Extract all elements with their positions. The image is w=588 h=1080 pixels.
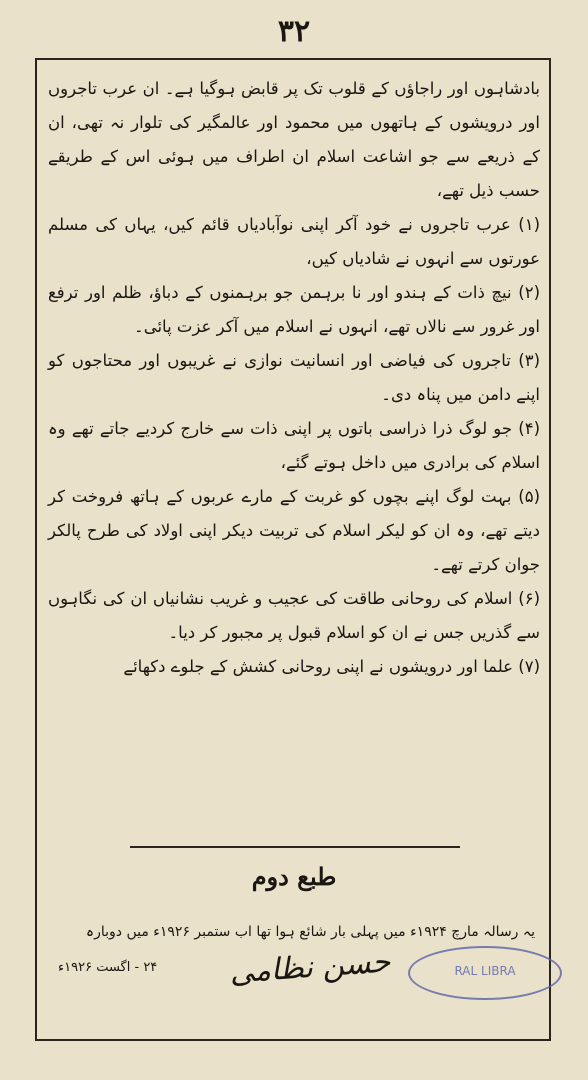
- point-5: (۵) بہت لوگ اپنے بچوں کو غربت کے مارے عربوں کے ہاتھ فروخت کر دیتے تھے، وہ ان کو لیکر اسلام کی تربیت دیکر اپنی اولاد کی طرح پالکر جوان کرتے تھے۔: [48, 487, 540, 574]
- section-divider: [130, 846, 460, 848]
- point-3: (۳) تاجروں کی فیاضی اور انسانیت نوازی نے غریبوں اور محتاجوں کو اپنے دامن میں پناہ دی۔: [48, 351, 540, 404]
- point-1: (۱) عرب تاجروں نے خود آکر اپنی نوآبادیاں قائم کیں، یہاں کی مسلم عورتوں سے انہوں نے شادیاں کیں،: [48, 215, 540, 268]
- edition-title: طبع دوم: [251, 862, 337, 891]
- point-7: (۷) علما اور درویشوں نے اپنی روحانی کشش کے جلوے دکھائے: [123, 657, 540, 676]
- edition-note: یہ رسالہ مارچ ۱۹۲۴ء میں پہلی بار شائع ہوا تھا اب ستمبر ۱۹۲۶ء میں دوبارہ: [85, 924, 535, 940]
- point-6: (۶) اسلام کی روحانی طاقت کی عجیب و غریب نشانیاں ان کی نگاہوں سے گذریں جس نے ان کو اسلام قبول پر مجبور کر دیا۔: [48, 589, 540, 642]
- point-2: (۲) نیچ ذات کے ہندو اور نا برہمن جو برہمنوں کے دباؤ، ظلم اور ترفع اور غرور سے نالاں تھے، انہوں نے اسلام میں آکر عزت پائی۔: [48, 283, 540, 336]
- page-number: ٣٢: [277, 14, 311, 49]
- author-signature: حسن نظامی: [228, 944, 392, 991]
- library-stamp: RAL LIBRA: [408, 946, 562, 1000]
- point-4: (۴) جو لوگ ذرا ذراسی باتوں پر اپنی ذات سے خارج کردیے جاتے تھے وہ اسلام کی برادری میں داخل ہوتے گئے،: [48, 419, 540, 472]
- main-text: [48, 72, 540, 684]
- intro-paragraph: بادشاہوں اور راجاؤں کے قلوب تک پر قابض ہوگیا ہے۔ ان عرب تاجروں اور درویشوں کے ہاتھوں میں محمود اور عالمگیر کی تلوار نہ تھی، ان کے ذریعے سے جو اشاعت اسلام ان اطراف میں ہوئی اس کے طریقے حسب ذیل تھے،: [48, 79, 540, 200]
- edition-date: ۲۴ - اگست ۱۹۲۶ء: [58, 960, 158, 975]
